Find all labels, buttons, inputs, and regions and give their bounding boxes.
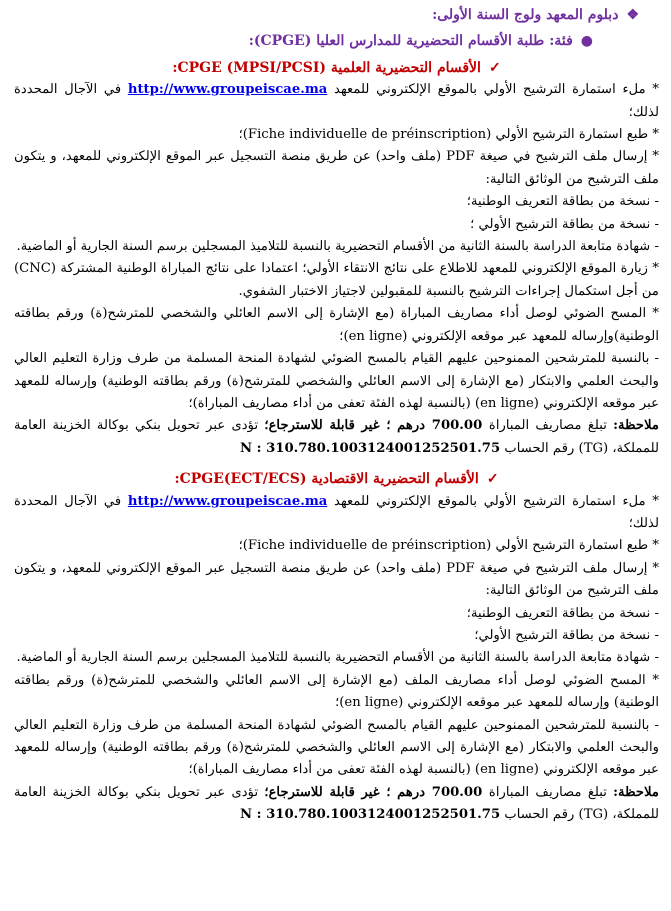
step-online-form xyxy=(14,491,659,536)
fee-note xyxy=(14,782,659,827)
latin-term: en ligne xyxy=(348,328,403,344)
note-text: تبلغ مصاريف المباراة xyxy=(488,784,614,800)
step-text: )؛ xyxy=(238,538,248,554)
step-text: * ملء استمارة الترشيح الأولي بالموقع الإلكتروني للمعهد xyxy=(334,493,660,509)
doc-preregistration-card: - نسخة من بطاقة الترشيح الأولي ؛ xyxy=(470,216,659,232)
note-label: ملاحظة: xyxy=(613,418,659,434)
check-icon: ✓ xyxy=(486,471,499,488)
step-text: )؛ xyxy=(339,328,349,344)
step-text: )؛ xyxy=(335,695,345,711)
note-label: ملاحظة: xyxy=(613,784,659,800)
section-title-economic xyxy=(14,468,659,490)
step-grant-holders xyxy=(14,715,659,782)
step-text: - بالنسبة للمترشحين الممنوحين عليهم القيام بالمسح الضوئي لشهادة المنحة المسلمة من طرف وزارة التعليم العالي والبحث العلمي والابتكار (مع الإشارة إلى الاسم العائلي والشخصي للمترشح(ة) ورقم بطاقته الوطنية) وإرساله للمعهد عبر موقعه الإلكتروني ( xyxy=(14,717,659,778)
website-link[interactable]: http://www.groupeiscae.ma xyxy=(127,82,328,98)
category-heading-text: فئة: طلبة الأقسام التحضيرية للمدارس العليا (CPGE): xyxy=(248,33,573,50)
step-send-pdf: * إرسال ملف الترشيح في صيغة PDF (ملف واحد) عن طريق منصة التسجيل عبر الموقع الإلكتروني للمعهد، و يتكون ملف الترشيح من الوثائق التالية: xyxy=(14,560,659,599)
category-heading xyxy=(14,30,659,52)
step-print-form xyxy=(14,535,659,557)
main-heading-text: دبلوم المعهد ولوج السنة الأولى: xyxy=(432,7,619,23)
account-number: N : 310.780.1003124001252501.75 xyxy=(240,440,501,456)
step-text: - بالنسبة للمترشحين الممنوحين عليهم القيام بالمسح الضوئي لشهادة المنحة المسلمة من طرف وزارة التعليم العالي والبحث العلمي والابتكار (مع الإشارة إلى الاسم العائلي والشخصي للمترشح(ة) ورقم بطاقته الوطنية) وإرساله للمعهد عبر موقعه الإلكتروني ( xyxy=(14,351,659,411)
step-grant-holders xyxy=(14,348,659,415)
main-heading xyxy=(14,4,659,26)
step-send-pdf: * إرسال ملف الترشيح في صيغة PDF (ملف واحد) عن طريق منصة التسجيل عبر الموقع الإلكتروني للمعهد، و يتكون ملف الترشيح من الوثائق التالية: xyxy=(14,149,659,187)
step-text: ) (بالنسبة لهذه الفئة تعفى من أداء مصاريف المباراة)؛ xyxy=(188,762,481,778)
step-print-form xyxy=(14,124,659,146)
step-visit-site: * زيارة الموقع الإلكتروني للمعهد للاطلاع على نتائج الانتقاء الأولي؛ اعتمادا على نتائج المباراة الوطنية المشتركة (CNC) من أجل استكمال إجراءات الترشيح بالنسبة للمقبولين لاجتياز الاختبار الشفوي. xyxy=(14,261,659,299)
doc-study-certificate: - شهادة متابعة الدراسة بالسنة الثانية من الأقسام التحضيرية بالنسبة للتلاميذ المسجلين برسم السنة الجارية أو الماضية. xyxy=(16,239,659,255)
step-text: * المسح الضوئي لوصل أداء مصاريف المباراة (مع الإشارة إلى الاسم العائلي والشخصي للمترشح(ة) ورقم بطاقته الوطنية)وإرساله للمعهد عبر موقعه الإلكتروني ( xyxy=(14,306,659,344)
doc-id-card: - نسخة من بطاقة التعريف الوطنية؛ xyxy=(466,194,659,210)
note-text: تبلغ مصاريف المباراة xyxy=(488,418,614,434)
step-scan-receipt xyxy=(14,670,659,715)
step-text: في الآجال المحددة لذلك؛ xyxy=(14,82,659,120)
section-divider xyxy=(14,460,659,464)
website-link[interactable]: http://www.groupeiscae.ma xyxy=(127,493,328,509)
latin-term: en ligne xyxy=(480,395,534,411)
latin-term: en ligne xyxy=(480,762,534,778)
diamond-bullet-icon: ❖ xyxy=(626,7,639,23)
step-text: * المسح الضوئي لوصل أداء مصاريف الملف (مع الإشارة إلى الاسم العائلي والشخصي للمترشح(ة) ورقم بطاقته الوطنية) وإرساله للمعهد عبر موقعه الإلكتروني ( xyxy=(14,672,659,711)
doc-id-card: - نسخة من بطاقة التعريف الوطنية؛ xyxy=(466,605,659,621)
note-text: تؤدى عبر تحويل بنكي بوكالة الخزينة العامة للمملكة، (TG) رقم الحساب xyxy=(14,784,659,823)
form-name: Fiche individuelle de préinscription xyxy=(247,538,487,554)
step-scan-receipt xyxy=(14,303,659,348)
step-text: )؛ xyxy=(238,127,248,143)
step-text: في الآجال المحددة لذلك؛ xyxy=(14,493,659,531)
step-text: * طبع استمارة الترشيح الأولي ( xyxy=(486,538,659,554)
doc-preregistration-card: - نسخة من بطاقة الترشيح الأولي؛ xyxy=(474,627,659,643)
note-text: تؤدى عبر تحويل بنكي بوكالة الخزينة العامة للمملكة، (TG) رقم الحساب xyxy=(14,418,659,456)
document-body xyxy=(14,4,659,827)
doc-study-certificate: - شهادة متابعة الدراسة بالسنة الثانية من الأقسام التحضيرية بالنسبة للتلاميذ المسجلين برسم السنة الجارية أو الماضية. xyxy=(16,650,659,666)
section-title-text: الأقسام التحضيرية العلمية CPGE (MPSI/PCSI): xyxy=(172,59,481,76)
section-title-scientific xyxy=(14,57,659,79)
step-text: ) (بالنسبة لهذه الفئة تعفى من أداء مصاريف المباراة)؛ xyxy=(188,395,481,411)
step-text: * ملء استمارة الترشيح الأولي بالموقع الإلكتروني للمعهد xyxy=(334,82,660,98)
step-online-form xyxy=(14,79,659,124)
fee-note xyxy=(14,415,659,460)
step-text: * طبع استمارة الترشيح الأولي ( xyxy=(486,127,659,143)
form-name: Fiche individuelle de préinscription xyxy=(247,127,487,143)
note-amount: 700.00 درهم ؛ غير قابلة للاسترجاع؛ xyxy=(264,418,489,434)
check-icon: ✓ xyxy=(488,59,501,76)
dot-bullet-icon: ● xyxy=(580,33,593,50)
section-title-text: الأقسام التحضيرية الاقتصادية CPGE(ECT/ECS): xyxy=(174,471,479,488)
note-amount: 700.00 درهم ؛ غير قابلة للاسترجاع؛ xyxy=(264,784,489,800)
latin-term: en ligne xyxy=(344,695,399,711)
account-number: N : 310.780.1003124001252501.75 xyxy=(240,807,501,823)
